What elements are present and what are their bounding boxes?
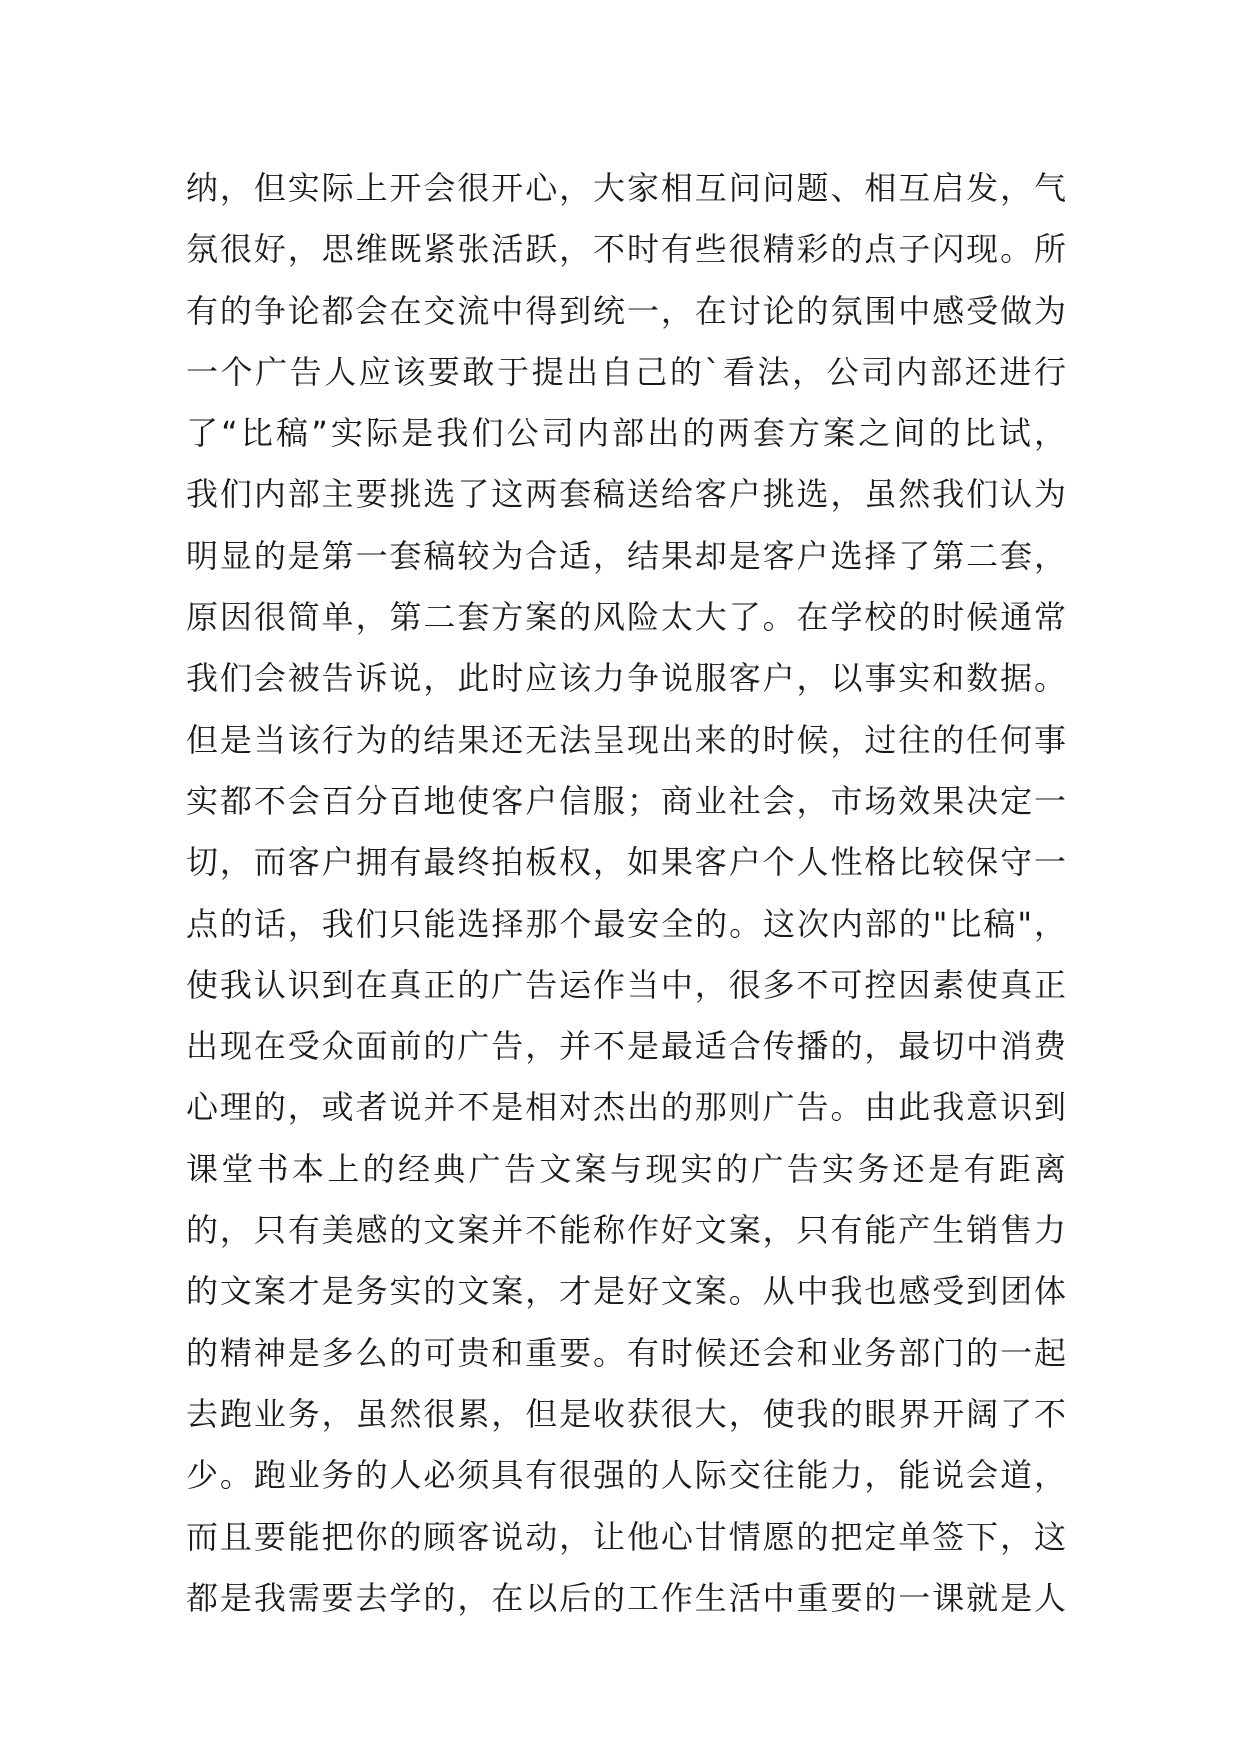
text-line: 原因很简单，第二套方案的风险太大了。在学校的时候通常 [186, 598, 1066, 637]
text-line: 明显的是第一套稿较为合适，结果却是客户选择了第二套， [186, 536, 1066, 575]
body-text [186, 158, 1066, 1629]
text-line: 我们内部主要挑选了这两套稿送给客户挑选，虽然我们认为 [186, 475, 1066, 514]
text-line: 出现在受众面前的广告，并不是最适合传播的，最切中消费 [186, 1027, 1066, 1066]
text-line: 心理的，或者说并不是相对杰出的那则广告。由此我意识到 [186, 1088, 1066, 1127]
text-line: 少。跑业务的人必须具有很强的人际交往能力，能说会道， [186, 1456, 1066, 1495]
text-line: 而且要能把你的顾客说动，让他心甘情愿的把定单签下，这 [186, 1517, 1066, 1556]
text-line: 有的争论都会在交流中得到统一，在讨论的氛围中感受做为 [186, 291, 1066, 330]
text-line: 去跑业务，虽然很累，但是收获很大，使我的眼界开阔了不 [186, 1394, 1066, 1433]
text-line: 但是当该行为的结果还无法呈现出来的时候，过往的任何事 [186, 720, 1066, 759]
text-line: 了“比稿”实际是我们公司内部出的两套方案之间的比试， [186, 414, 1066, 453]
text-line: 使我认识到在真正的广告运作当中，很多不可控因素使真正 [186, 965, 1066, 1004]
text-line: 一个广告人应该要敢于提出自己的`看法，公司内部还进行 [186, 352, 1066, 391]
text-line: 的，只有美感的文案并不能称作好文案，只有能产生销售力 [186, 1211, 1066, 1250]
text-line: 都是我需要去学的，在以后的工作生活中重要的一课就是人 [186, 1578, 1066, 1617]
text-line: 切，而客户拥有最终拍板权，如果客户个人性格比较保守一 [186, 843, 1066, 882]
text-line: 的文案才是务实的文案，才是好文案。从中我也感受到团体 [186, 1272, 1066, 1311]
text-line: 氛很好，思维既紧张活跃，不时有些很精彩的点子闪现。所 [186, 230, 1066, 269]
text-line: 的精神是多么的可贵和重要。有时候还会和业务部门的一起 [186, 1333, 1066, 1372]
text-line: 点的话，我们只能选择那个最安全的。这次内部的"比稿"， [186, 904, 1066, 943]
text-line: 我们会被告诉说，此时应该力争说服客户，以事实和数据。 [186, 659, 1066, 698]
text-line: 课堂书本上的经典广告文案与现实的广告实务还是有距离 [186, 1149, 1066, 1188]
text-line: 纳，但实际上开会很开心，大家相互问问题、相互启发，气 [186, 169, 1066, 207]
text-line: 实都不会百分百地使客户信服；商业社会，市场效果决定一 [186, 781, 1066, 820]
